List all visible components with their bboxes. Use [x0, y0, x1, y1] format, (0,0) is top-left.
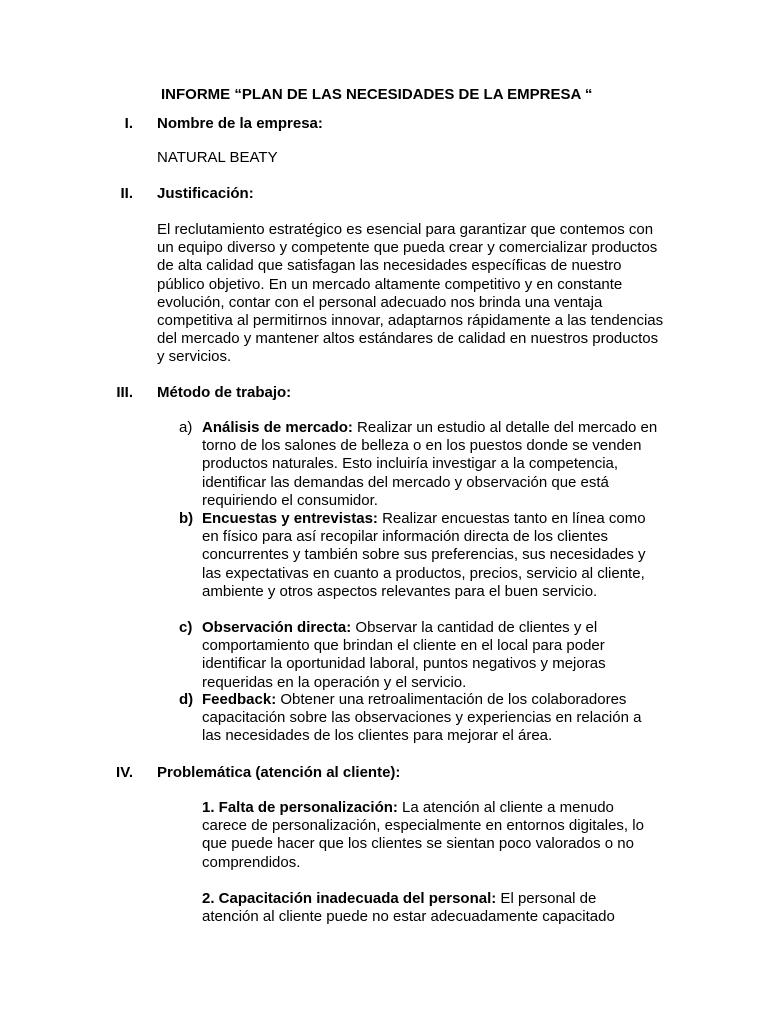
- method-term: Análisis de mercado:: [202, 419, 353, 436]
- method-term: Feedback:: [202, 691, 277, 708]
- method-item-market-analysis: [179, 419, 664, 510]
- method-text: Obtener una retroalimentación de los colaboradores capacitación sobre las observaciones y experiencias en relación a las necesidades de los clientes para mejorar el área.: [202, 691, 642, 745]
- list-marker: a): [179, 419, 193, 436]
- section-heading-justification: Justificación:: [157, 185, 254, 202]
- section-heading-company-name: Nombre de la empresa:: [157, 115, 323, 132]
- section-heading-problems: Problemática (atención al cliente):: [157, 764, 401, 781]
- list-marker: c): [179, 619, 193, 636]
- problem-text: La atención al cliente a menudo carece de personalización, especialmente en entornos digitales, lo que puede hacer que los clientes se sientan poco valorados o no comprendidos.: [202, 799, 644, 871]
- problem-term: 1. Falta de personalización:: [202, 799, 398, 816]
- section-number-1: I.: [124, 115, 133, 132]
- problem-item-personalization: [202, 799, 652, 872]
- section-number-4: IV.: [116, 764, 133, 781]
- method-text: Realizar un estudio al detalle del mercado en torno de los salones de belleza o en los puestos donde se venden productos naturales. Esto incluiría investigar a la competencia, identificar las demandas del mercado y observación que está requiriendo el consumidor.: [202, 419, 658, 509]
- method-item-direct-observation: [179, 619, 664, 692]
- list-marker: b): [179, 510, 194, 527]
- section-number-3: III.: [116, 384, 133, 401]
- justification-paragraph: El reclutamiento estratégico es esencial para garantizar que contemos con un equipo diverso y competente que pueda crear y comercializar productos de alta calidad que satisfagan las necesidades específicas de nuestro público objetivo. En un mercado altamente competitivo y en constante evolución, contar con el personal adecuado nos brinda una ventaja competitiva al permitirnos innovar, adaptarnos rápidamente a las tendencias del mercado y mantener altos estándares de calidad en nuestros productos y servicios.: [157, 221, 664, 366]
- method-term: Observación directa:: [202, 619, 352, 636]
- method-text: Realizar encuestas tanto en línea como en físico para así recopilar información directa de los clientes concurrentes y también sobre sus preferencias, sus necesidades y las expectativas en cuanto a productos, precios, servicio al cliente, ambiente y otros aspectos relevantes para el buen servicio.: [202, 510, 646, 600]
- method-text: Observar la cantidad de clientes y el comportamiento que brindan el cliente en el local para poder identificar la oportunidad laboral, puntos negativos y mejoras requeridas en la operación y el servicio.: [202, 619, 606, 691]
- company-name-value: NATURAL BEATY: [157, 149, 278, 166]
- method-item-feedback: [179, 691, 664, 746]
- problem-term: 2. Capacitación inadecuada del personal:: [202, 890, 497, 907]
- section-heading-work-method: Método de trabajo:: [157, 384, 292, 401]
- list-marker: d): [179, 691, 194, 708]
- section-number-2: II.: [120, 185, 133, 202]
- problem-text: El personal de atención al cliente puede no estar adecuadamente capacitado: [202, 890, 615, 926]
- method-item-surveys: [179, 510, 664, 601]
- problem-item-training: [202, 890, 652, 926]
- document-title: INFORME “PLAN DE LAS NECESIDADES DE LA EMPRESA “: [161, 86, 593, 103]
- method-term: Encuestas y entrevistas:: [202, 510, 378, 527]
